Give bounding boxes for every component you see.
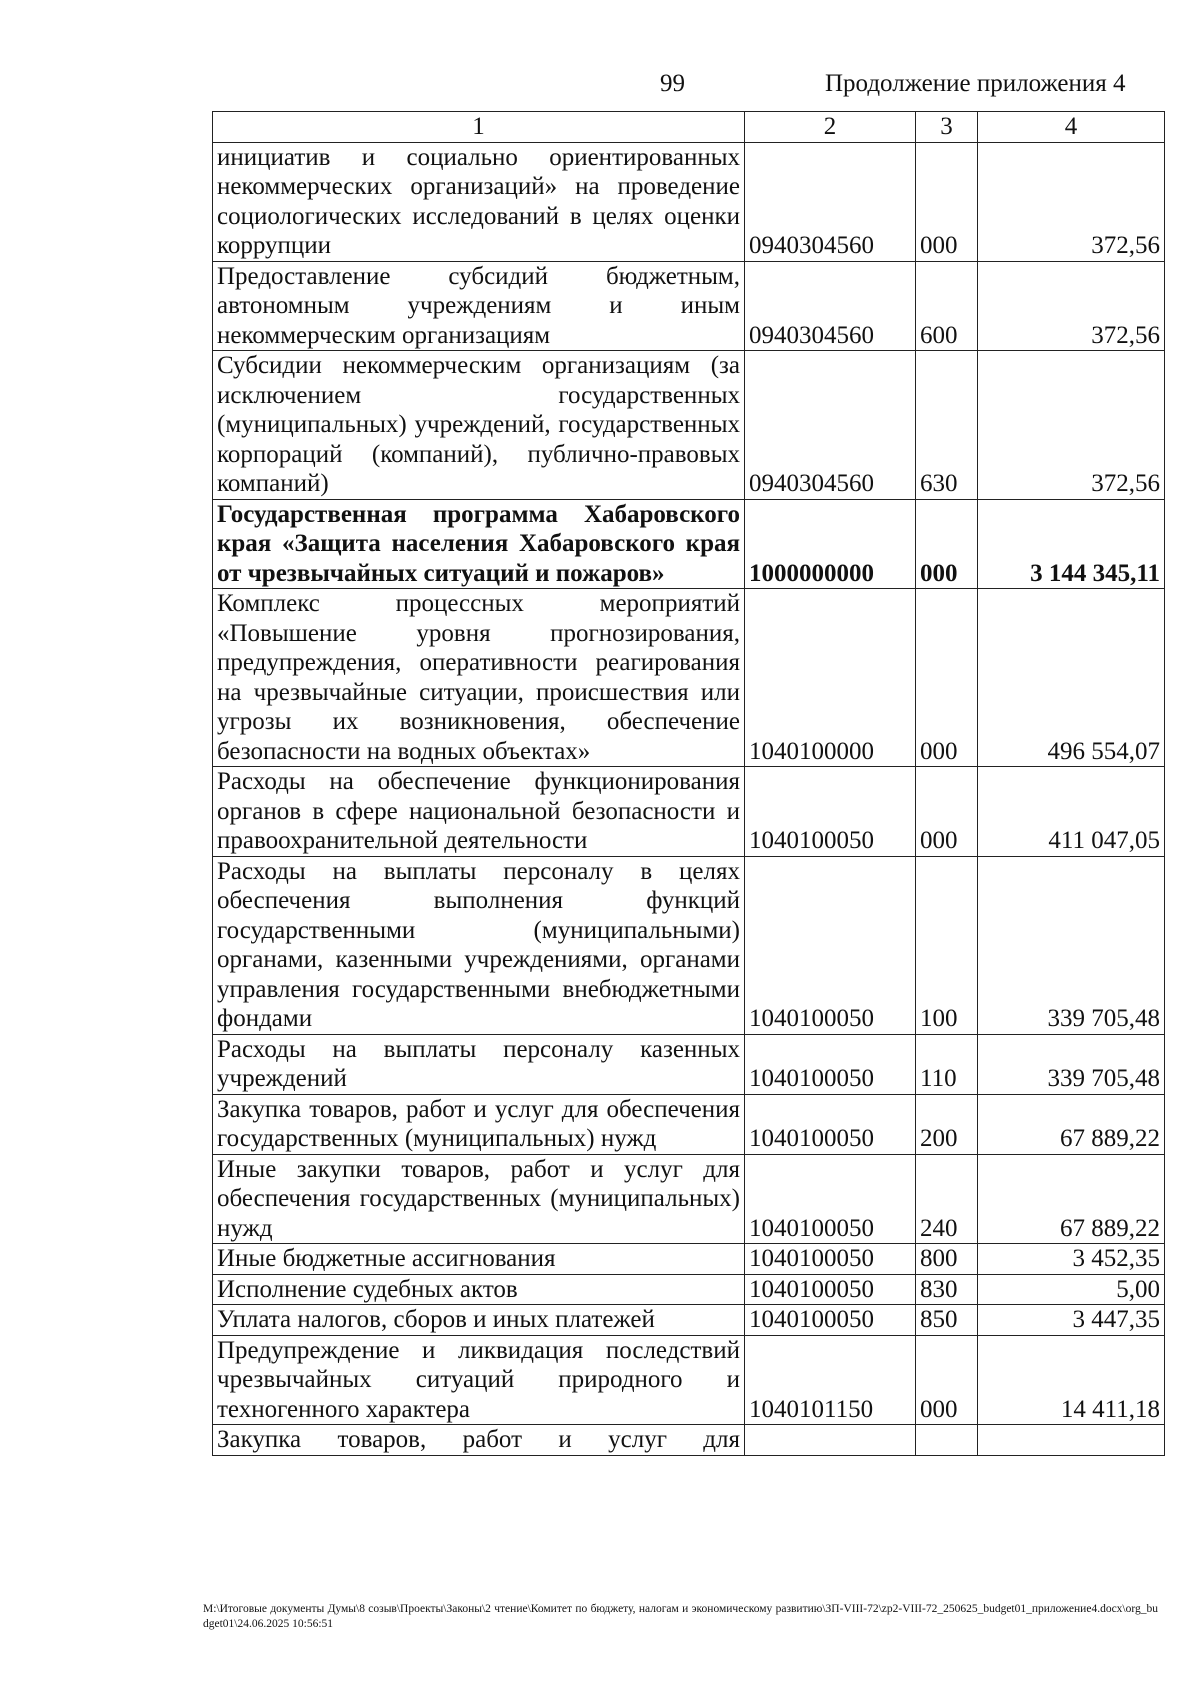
row-amount: 372,56 [978, 261, 1165, 351]
row-amount: 3 452,35 [978, 1244, 1165, 1275]
row-code: 1040100050 [745, 1244, 916, 1275]
row-name: инициатив и социально ориентированных некоммерческих организаций» на проведение социологических исследований в целях оценки коррупции [213, 142, 745, 261]
row-name: Иные закупки товаров, работ и услуг для обеспечения государственных (муниципальных) нужд [213, 1154, 745, 1244]
table-row [213, 1274, 1165, 1305]
row-code: 0940304560 [745, 351, 916, 500]
row-amount: 67 889,22 [978, 1094, 1165, 1154]
row-name: Закупка товаров, работ и услуг для обеспечения государственных (муниципальных) нужд [213, 1094, 745, 1154]
row-name: Иные бюджетные ассигнования [213, 1244, 745, 1275]
table-row [213, 1305, 1165, 1336]
row-amount: 496 554,07 [978, 589, 1165, 767]
row-type: 100 [916, 856, 978, 1034]
row-name: Расходы на выплаты персоналу в целях обеспечения выполнения функций государственными (муниципальными) органами, казенными учреждениями, органами управления государственными внебюджетными фондами [213, 856, 745, 1034]
column-header-1: 1 [213, 112, 745, 143]
row-code: 0940304560 [745, 142, 916, 261]
row-code [745, 1425, 916, 1456]
row-code: 1040100050 [745, 1154, 916, 1244]
table-row [213, 1244, 1165, 1275]
table-row [213, 142, 1165, 261]
table-row [213, 261, 1165, 351]
row-code: 1040100050 [745, 1305, 916, 1336]
row-name: Предупреждение и ликвидация последствий чрезвычайных ситуаций природного и техногенного характера [213, 1335, 745, 1425]
row-name: Субсидии некоммерческим организациям (за исключением государственных (муниципальных) учреждений, государственных корпораций (компаний), публично-правовых компаний) [213, 351, 745, 500]
row-amount: 372,56 [978, 351, 1165, 500]
row-name: Закупка товаров, работ и услуг для [213, 1425, 745, 1456]
column-header-2: 2 [745, 112, 916, 143]
row-code: 1040100050 [745, 1034, 916, 1094]
row-name: Расходы на обеспечение функционирования органов в сфере национальной безопасности и правоохранительной деятельности [213, 767, 745, 857]
row-type: 630 [916, 351, 978, 500]
row-name: Уплата налогов, сборов и иных платежей [213, 1305, 745, 1336]
row-type: 200 [916, 1094, 978, 1154]
row-code: 1040100050 [745, 1274, 916, 1305]
row-amount: 14 411,18 [978, 1335, 1165, 1425]
row-amount: 339 705,48 [978, 856, 1165, 1034]
table-row [213, 1034, 1165, 1094]
table-row [213, 351, 1165, 500]
table-row [213, 1335, 1165, 1425]
row-amount [978, 1425, 1165, 1456]
table-row [213, 589, 1165, 767]
column-header-4: 4 [978, 112, 1165, 143]
row-name: Комплекс процессных мероприятий «Повышение уровня прогнозирования, предупреждения, оперативности реагирования на чрезвычайные ситуации, происшествия или угрозы их возникновения, обеспечение безопасности на водных объектах» [213, 589, 745, 767]
budget-table [212, 111, 1165, 1456]
row-name: Государственная программа Хабаровского края «Защита населения Хабаровского края от чрезвычайных ситуаций и пожаров» [213, 499, 745, 589]
row-type: 600 [916, 261, 978, 351]
row-code: 0940304560 [745, 261, 916, 351]
row-name: Расходы на выплаты персоналу казенных учреждений [213, 1034, 745, 1094]
appendix-continuation-label: Продолжение приложения 4 [825, 70, 1126, 97]
row-type: 000 [916, 1335, 978, 1425]
row-code: 1040100050 [745, 856, 916, 1034]
row-amount: 411 047,05 [978, 767, 1165, 857]
column-header-3: 3 [916, 112, 978, 143]
document-file-path: M:\Итоговые документы Думы\8 созыв\Проекты\Законы\2 чтение\Комитет по бюджету, налогам и экономическому развитию\ЗП-VIII-72\zp2-VIII-72_250625_budget01_приложение4.docx\org_budget01\24.06.2025 10:56:51 [203, 1603, 1158, 1630]
row-amount: 3 144 345,11 [978, 499, 1165, 589]
row-type: 110 [916, 1034, 978, 1094]
table-row [213, 767, 1165, 857]
row-type: 830 [916, 1274, 978, 1305]
row-code: 1040101150 [745, 1335, 916, 1425]
row-amount: 3 447,35 [978, 1305, 1165, 1336]
row-type: 850 [916, 1305, 978, 1336]
row-code: 1000000000 [745, 499, 916, 589]
row-amount: 5,00 [978, 1274, 1165, 1305]
row-name: Исполнение судебных актов [213, 1274, 745, 1305]
row-type: 000 [916, 142, 978, 261]
row-code: 1040100050 [745, 1094, 916, 1154]
row-type: 000 [916, 589, 978, 767]
table-header-row [213, 112, 1165, 143]
table-row-program [213, 499, 1165, 589]
row-name: Предоставление субсидий бюджетным, автономным учреждениям и иным некоммерческим организациям [213, 261, 745, 351]
page-number: 99 [660, 70, 685, 97]
table-row [213, 1154, 1165, 1244]
row-type: 240 [916, 1154, 978, 1244]
row-type: 000 [916, 767, 978, 857]
row-amount: 372,56 [978, 142, 1165, 261]
row-type: 800 [916, 1244, 978, 1275]
row-type [916, 1425, 978, 1456]
table-row [213, 1094, 1165, 1154]
row-type: 000 [916, 499, 978, 589]
table-row [213, 856, 1165, 1034]
row-amount: 339 705,48 [978, 1034, 1165, 1094]
row-code: 1040100050 [745, 767, 916, 857]
table-row-continued [213, 1425, 1165, 1456]
row-code: 1040100000 [745, 589, 916, 767]
row-amount: 67 889,22 [978, 1154, 1165, 1244]
